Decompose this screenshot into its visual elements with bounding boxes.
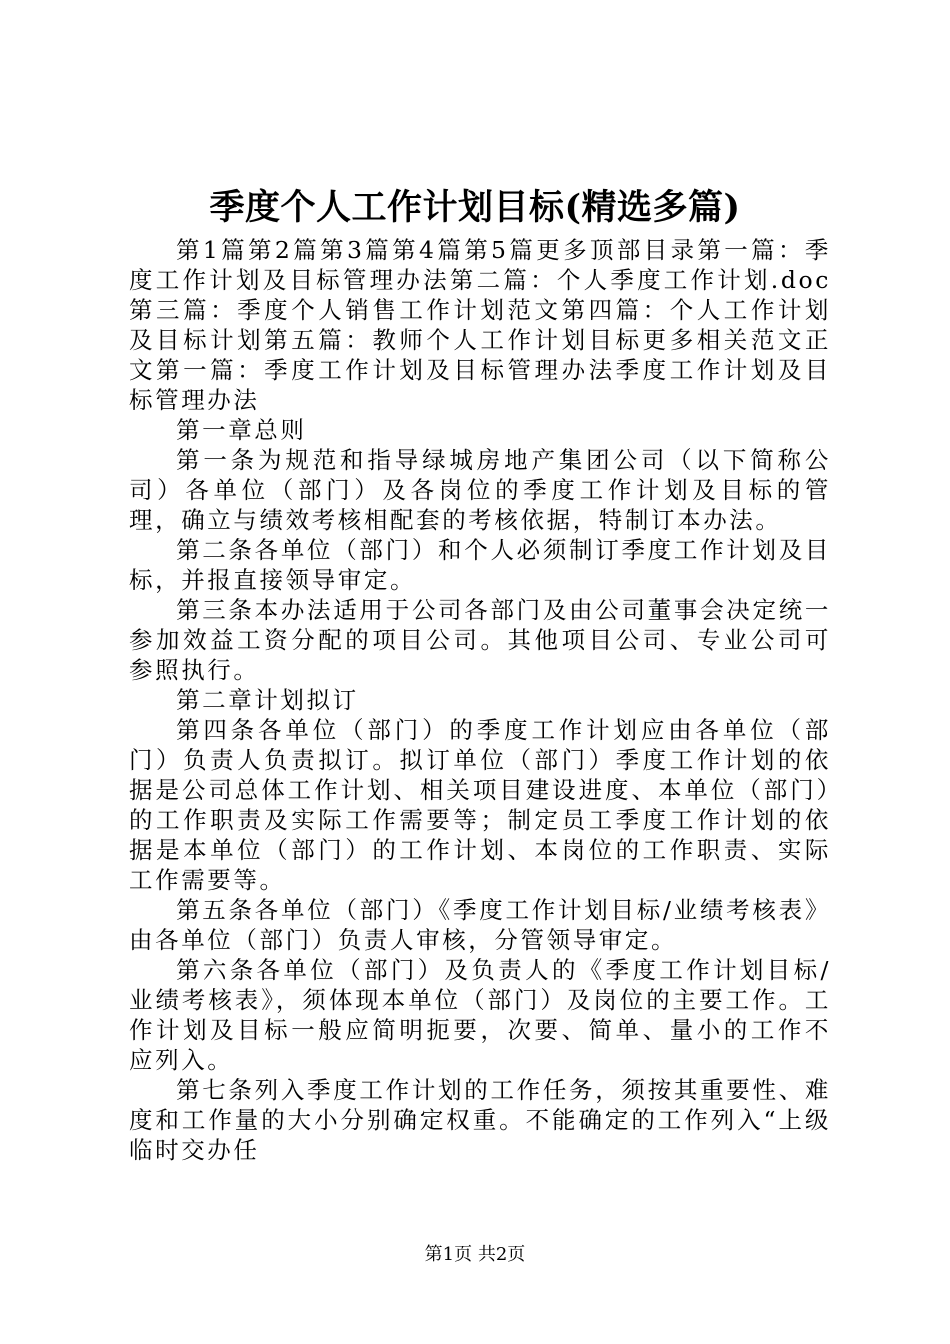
body-paragraph: 第三条本办法适用于公司各部门及由公司董事会决定统一参加效益工资分配的项目公司。其他项目公司、专业公司可参照执行。 bbox=[129, 596, 831, 684]
page-total: 共2页 bbox=[477, 1244, 526, 1265]
body-paragraph: 第五条各单位（部门）《季度工作计划目标/业绩考核表》由各单位（部门）负责人审核，分管领导审定。 bbox=[129, 896, 831, 954]
body-paragraph: 第四条各单位（部门）的季度工作计划应由各单位（部门）负责人负责拟订。拟订单位（部门）季度工作计划的依据是公司总体工作计划、相关项目建设进度、本单位（部门）的工作职责及实际工作需要等；制定员工季度工作计划的依据是本单位（部门）的工作计划、本岗位的工作职责、实际工作需要等。 bbox=[129, 716, 831, 894]
document-title: 季度个人工作计划目标(精选多篇) bbox=[209, 187, 741, 228]
body-paragraph: 第七条列入季度工作计划的工作任务，须按其重要性、难度和工作量的大小分别确定权重。不能确定的工作列入“上级临时交办任 bbox=[129, 1076, 831, 1164]
page-number: 第1页 bbox=[424, 1244, 473, 1265]
body-paragraph: 第二条各单位（部门）和个人必须制订季度工作计划及目标，并报直接领导审定。 bbox=[129, 536, 831, 594]
body-paragraph: 第六条各单位（部门）及负责人的《季度工作计划目标/业绩考核表》，须体现本单位（部门）及岗位的主要工作。工作计划及目标一般应简明扼要，次要、简单、量小的工作不应列入。 bbox=[129, 956, 831, 1074]
document-body bbox=[129, 235, 831, 1165]
page-footer bbox=[0, 1243, 950, 1267]
chapter-heading: 第一章总则 bbox=[176, 416, 307, 444]
chapter-heading: 第二章计划拟订 bbox=[176, 686, 359, 714]
body-paragraph: 第一条为规范和指导绿城房地产集团公司（以下简称公司）各单位（部门）及各岗位的季度工作计划及目标的管理，确立与绩效考核相配套的考核依据，特制订本办法。 bbox=[129, 446, 831, 534]
body-paragraph: 第1篇第2篇第3篇第4篇第5篇更多顶部目录第一篇：季度工作计划及目标管理办法第二篇：个人季度工作计划.doc第三篇：季度个人销售工作计划范文第四篇：个人工作计划及目标计划第五篇：教师个人工作计划目标更多相关范文正文第一篇：季度工作计划及目标管理办法季度工作计划及目标管理办法 bbox=[129, 236, 831, 414]
